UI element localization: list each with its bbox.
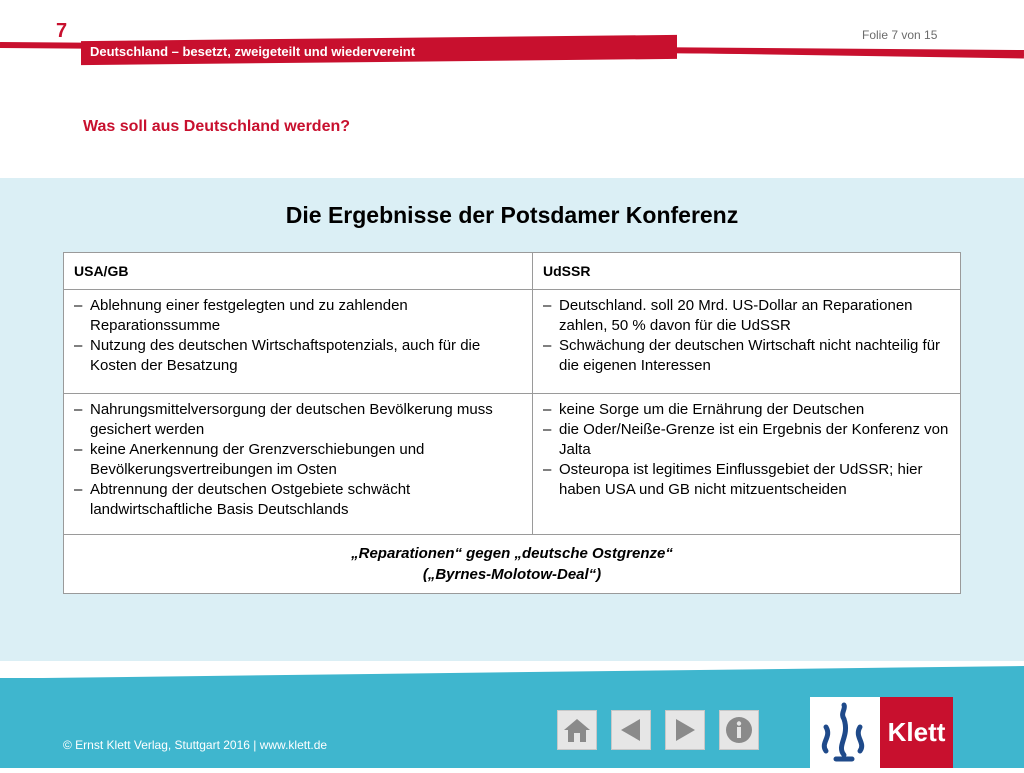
results-table xyxy=(63,252,961,594)
bullet-list xyxy=(64,290,532,382)
list-item: – keine Sorge um die Ernährung der Deutschen xyxy=(559,400,950,420)
slide-title: Die Ergebnisse der Potsdamer Konferenz xyxy=(285,202,739,228)
list-item: – Ablehnung einer festgelegten und zu zahlenden Reparationssumme xyxy=(90,296,522,336)
chapter-number: 7 xyxy=(56,20,68,42)
summary-cell xyxy=(64,535,961,594)
info-icon xyxy=(724,715,754,745)
table-cell-usa-gb xyxy=(64,290,533,394)
table-row xyxy=(64,394,961,535)
list-item: – Nahrungsmittelversorgung der deutschen Bevölkerung muss gesichert werden xyxy=(90,400,522,440)
bullet-list xyxy=(64,394,532,526)
table-cell-usa-gb xyxy=(64,394,533,535)
klett-logo-wordmark xyxy=(880,697,953,768)
list-item: – keine Anerkennung der Grenzverschiebungen und Bevölkerungsvertreibungen im Osten xyxy=(90,440,522,480)
bullet-list xyxy=(533,394,960,506)
next-slide-button[interactable] xyxy=(665,710,705,750)
column-header-usa-gb: USA/GB xyxy=(64,253,533,290)
klett-emblem-icon xyxy=(810,697,880,768)
chapter-title: Deutschland – besetzt, zweigeteilt und wiedervereint xyxy=(90,44,416,59)
list-item: – Deutschland. soll 20 Mrd. US-Dollar an Reparationen zahlen, 50 % davon für die UdSSR xyxy=(559,296,950,336)
logo-text: Klett xyxy=(887,717,946,747)
list-item: – Osteuropa ist legitimes Einflussgebiet der UdSSR; hier haben USA und GB nicht mitzuentscheiden xyxy=(559,460,950,500)
content-panel xyxy=(0,178,1024,661)
summary-line: „Reparationen“ gegen „deutsche Ostgrenze“ xyxy=(351,545,673,562)
triangle-right-icon xyxy=(670,715,700,745)
slide-counter: Folie 7 von 15 xyxy=(862,28,938,42)
home-icon xyxy=(562,715,592,745)
summary-row xyxy=(64,535,961,594)
triangle-left-icon xyxy=(616,715,646,745)
list-item: – die Oder/Neiße-Grenze ist ein Ergebnis der Konferenz von Jalta xyxy=(559,420,950,460)
summary-line: („Byrnes-Molotow-Deal“) xyxy=(422,566,602,583)
list-item: – Nutzung des deutschen Wirtschaftspotenzials, auch für die Kosten der Besatzung xyxy=(90,336,522,376)
table-row xyxy=(64,290,961,394)
info-button[interactable] xyxy=(719,710,759,750)
table-header-row xyxy=(64,253,961,290)
slide-subtitle: Was soll aus Deutschland werden? xyxy=(83,118,351,135)
list-item: – Schwächung der deutschen Wirtschaft nicht nachteilig für die eigenen Interessen xyxy=(559,336,950,376)
table-cell-udssr xyxy=(533,290,961,394)
table-cell-udssr xyxy=(533,394,961,535)
home-button[interactable] xyxy=(557,710,597,750)
column-header-udssr: UdSSR xyxy=(533,253,961,290)
bullet-list xyxy=(533,290,960,382)
list-item: – Abtrennung der deutschen Ostgebiete schwächt landwirtschaftliche Basis Deutschlands xyxy=(90,480,522,520)
copyright-text: © Ernst Klett Verlag, Stuttgart 2016 | www.klett.de xyxy=(63,738,328,752)
previous-slide-button[interactable] xyxy=(611,710,651,750)
